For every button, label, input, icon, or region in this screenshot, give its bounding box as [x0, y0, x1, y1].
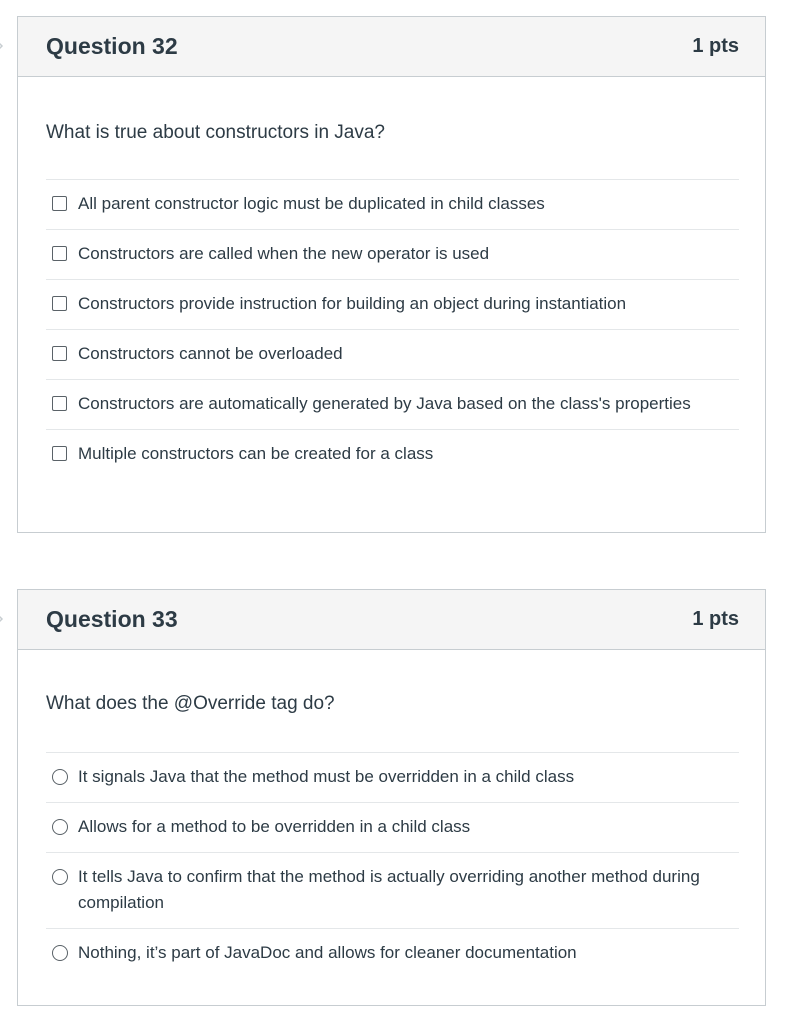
question-text: What is true about constructors in Java?: [46, 122, 385, 143]
answer-option[interactable]: [46, 753, 739, 803]
question-body: [18, 650, 765, 978]
answer-label[interactable]: Constructors are called when the new operator is used: [78, 244, 490, 263]
radio-button[interactable]: [52, 945, 68, 961]
checkbox[interactable]: [52, 346, 67, 361]
question-text: What does the @Override tag do?: [46, 693, 335, 714]
answer-option[interactable]: [46, 280, 739, 330]
answer-label[interactable]: Constructors cannot be overloaded: [78, 344, 343, 363]
answer-option[interactable]: [46, 853, 739, 929]
answer-label[interactable]: Multiple constructors can be created for a class: [78, 444, 434, 463]
question-title: Question 32: [46, 33, 178, 59]
radio-button[interactable]: [52, 869, 68, 885]
checkbox[interactable]: [52, 446, 67, 461]
answer-option[interactable]: [46, 430, 739, 479]
question-title: Question 33: [46, 606, 178, 632]
checkbox[interactable]: [52, 196, 67, 211]
question-33-card: [17, 589, 766, 1006]
answer-option[interactable]: [46, 803, 739, 853]
question-flag-icon[interactable]: [0, 38, 4, 54]
question-32-card: [17, 16, 766, 533]
answer-label[interactable]: It signals Java that the method must be overridden in a child class: [78, 767, 575, 786]
answer-option[interactable]: [46, 180, 739, 230]
answer-option[interactable]: [46, 929, 739, 978]
answer-label[interactable]: Allows for a method to be overridden in a child class: [78, 817, 471, 836]
checkbox[interactable]: [52, 246, 67, 261]
answer-option[interactable]: [46, 380, 739, 430]
question-points: 1 pts: [692, 35, 739, 57]
answer-option[interactable]: [46, 330, 739, 380]
radio-button[interactable]: [52, 819, 68, 835]
question-header: [18, 590, 765, 650]
question-body: [18, 77, 765, 479]
answer-label[interactable]: It tells Java to confirm that the method is actually overriding another method during compilation: [78, 867, 700, 912]
answer-label[interactable]: Constructors are automatically generated by Java based on the class's properties: [78, 394, 691, 413]
checkbox[interactable]: [52, 396, 67, 411]
radio-button[interactable]: [52, 769, 68, 785]
answer-label[interactable]: All parent constructor logic must be duplicated in child classes: [78, 194, 545, 213]
question-points: 1 pts: [692, 608, 739, 630]
question-header: [18, 17, 765, 77]
answer-label[interactable]: Constructors provide instruction for building an object during instantiation: [78, 294, 627, 313]
answer-option[interactable]: [46, 230, 739, 280]
checkbox[interactable]: [52, 296, 67, 311]
answer-list: [46, 752, 739, 978]
answer-label[interactable]: Nothing, it’s part of JavaDoc and allows for cleaner documentation: [78, 943, 577, 962]
question-flag-icon[interactable]: [0, 611, 4, 627]
answer-list: [46, 179, 739, 479]
